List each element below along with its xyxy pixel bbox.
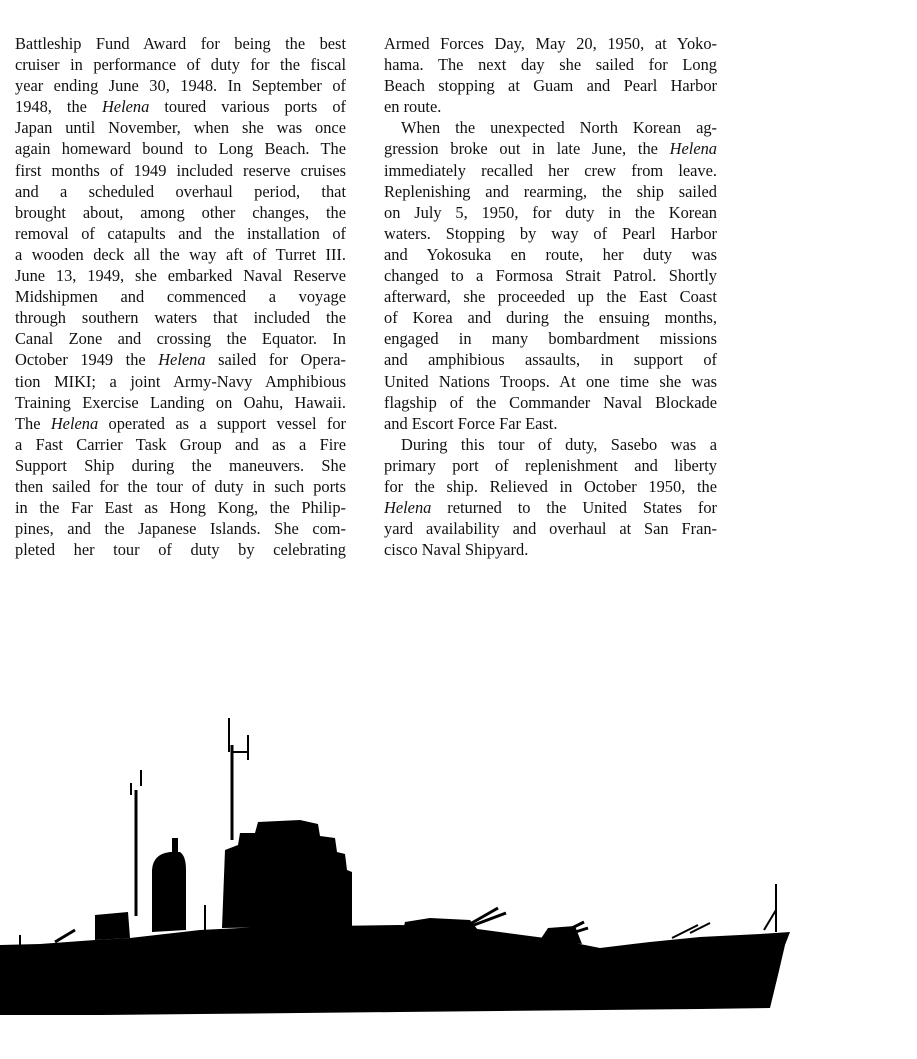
right-text-line <box>384 349 717 370</box>
text-segment: of Korea and during the ensuing months, <box>384 308 717 328</box>
left-text-line <box>15 138 346 159</box>
right-text-line <box>384 138 717 159</box>
left-text-line <box>15 96 346 117</box>
left-text-line <box>15 476 346 497</box>
left-text-line <box>15 75 346 96</box>
right-text-line <box>384 307 717 328</box>
right-text-line <box>384 160 717 181</box>
right-text-line <box>384 33 717 54</box>
text-column-right <box>384 33 717 560</box>
text-segment: gression broke out in late June, the <box>384 139 670 159</box>
left-text-line <box>15 434 346 455</box>
text-segment: again homeward bound to Long Beach. The <box>15 139 346 159</box>
text-segment: changed to a Formosa Strait Patrol. Shortly <box>384 266 717 286</box>
left-text-line <box>15 181 346 202</box>
right-text-line <box>384 202 717 223</box>
text-segment: in the Far East as Hong Kong, the Philip- <box>15 498 346 518</box>
text-segment: Beach stopping at Guam and Pearl Harbor <box>384 76 717 96</box>
text-segment: United Nations Troops. At one time she was <box>384 371 717 391</box>
text-segment: through southern waters that included the <box>15 308 346 328</box>
text-segment: October 1949 the <box>15 350 159 370</box>
left-text-line <box>15 413 346 434</box>
right-text-line <box>384 181 717 202</box>
text-segment: Training Exercise Landing on Oahu, Hawaii. <box>15 392 346 412</box>
text-segment: and a scheduled overhaul period, that <box>15 181 346 201</box>
text-segment: returned to the United States for <box>431 498 717 518</box>
text-segment: a wooden deck all the way aft of Turret III. <box>15 244 346 264</box>
left-text-line <box>15 54 346 75</box>
left-text-line <box>15 392 346 413</box>
left-text-line <box>15 160 346 181</box>
text-segment: and Yokosuka en route, her duty was <box>384 244 717 264</box>
text-column-left <box>15 33 346 560</box>
left-text-line <box>15 497 346 518</box>
text-segment: and amphibious assaults, in support of <box>384 350 717 370</box>
text-segment: June 13, 1949, she embarked Naval Reserve <box>15 266 346 286</box>
left-text-line <box>15 518 346 539</box>
right-text-line <box>384 244 717 265</box>
right-text-line <box>384 117 717 138</box>
italic-ship-name: Helena <box>101 97 150 117</box>
left-text-line <box>15 223 346 244</box>
text-segment: flagship of the Commander Naval Blockade <box>384 392 717 412</box>
text-segment: for the ship. Relieved in October 1950, the <box>384 476 717 496</box>
right-text-line <box>384 223 717 244</box>
right-text-line <box>384 328 717 349</box>
text-segment: Midshipmen and commenced a voyage <box>15 287 346 307</box>
right-text-line <box>384 286 717 307</box>
left-text-line <box>15 307 346 328</box>
text-segment: primary port of replenishment and liberty <box>384 455 717 475</box>
left-text-line <box>15 117 346 138</box>
text-segment: yard availability and overhaul at San Fran- <box>384 519 717 539</box>
ship-silhouette-icon <box>0 700 917 1030</box>
text-segment: immediately recalled her crew from leave. <box>384 160 717 180</box>
right-text-line <box>384 518 717 539</box>
text-segment: Armed Forces Day, May 20, 1950, at Yoko- <box>384 34 717 53</box>
right-text-line <box>384 434 717 455</box>
text-segment: on July 5, 1950, for duty in the Korean <box>384 202 717 222</box>
text-segment: Support Ship during the maneuvers. She <box>15 455 346 475</box>
left-text-line <box>15 455 346 476</box>
text-segment: pines, and the Japanese Islands. She com- <box>15 519 346 539</box>
text-segment: 1948, the <box>15 97 102 117</box>
right-text-line <box>384 54 717 75</box>
text-segment: sailed for Opera- <box>205 350 346 370</box>
left-text-line <box>15 286 346 307</box>
text-segment: When the unexpected North Korean ag- <box>401 118 717 138</box>
text-segment: then sailed for the tour of duty in such ports <box>15 476 346 496</box>
text-segment: and Escort Force Far East. <box>384 413 558 433</box>
italic-ship-name: Helena <box>50 413 99 433</box>
left-text-line <box>15 33 346 54</box>
left-text-line <box>15 328 346 349</box>
text-segment: cisco Naval Shipyard. <box>384 540 529 560</box>
left-text-line <box>15 371 346 392</box>
text-segment: waters. Stopping by way of Pearl Harbor <box>384 223 717 243</box>
text-segment: Battleship Fund Award for being the best <box>15 34 346 53</box>
text-segment: The <box>15 413 51 433</box>
text-segment: operated as a support vessel for <box>98 413 346 433</box>
text-segment: brought about, among other changes, the <box>15 202 346 222</box>
left-text-line <box>15 244 346 265</box>
text-segment: Replenishing and rearming, the ship sailed <box>384 181 717 201</box>
text-segment: afterward, she proceeded up the East Coast <box>384 287 717 307</box>
text-segment: en route. <box>384 97 442 117</box>
text-segment: toured various ports of <box>149 97 346 117</box>
left-text-line <box>15 539 346 560</box>
text-segment: year ending June 30, 1948. In September of <box>15 76 346 96</box>
right-text-line <box>384 75 717 96</box>
left-text-line <box>15 349 346 370</box>
text-segment: pleted her tour of duty by celebrating <box>15 540 346 560</box>
text-segment: tion MIKI; a joint Army-Navy Amphibious <box>15 371 346 391</box>
text-segment: Canal Zone and crossing the Equator. In <box>15 329 346 349</box>
left-text-line <box>15 202 346 223</box>
right-text-line <box>384 539 717 560</box>
text-segment: first months of 1949 included reserve cruises <box>15 160 346 180</box>
text-segment: Japan until November, when she was once <box>15 118 346 138</box>
text-segment: engaged in many bombardment missions <box>384 329 717 349</box>
right-text-line <box>384 392 717 413</box>
italic-ship-name: Helena <box>158 350 206 370</box>
text-segment: hama. The next day she sailed for Long <box>384 55 717 75</box>
right-text-line <box>384 96 717 117</box>
right-text-line <box>384 476 717 497</box>
left-text-line <box>15 265 346 286</box>
text-segment: cruiser in performance of duty for the fiscal <box>15 55 346 75</box>
right-text-line <box>384 265 717 286</box>
right-text-line <box>384 371 717 392</box>
italic-ship-name: Helena <box>669 139 717 159</box>
text-segment: a Fast Carrier Task Group and as a Fire <box>15 434 346 454</box>
text-segment: removal of catapults and the installation of <box>15 223 346 243</box>
italic-ship-name: Helena <box>384 498 432 518</box>
right-text-line <box>384 413 717 434</box>
right-text-line <box>384 497 717 518</box>
text-segment: During this tour of duty, Sasebo was a <box>401 434 717 454</box>
right-text-line <box>384 455 717 476</box>
